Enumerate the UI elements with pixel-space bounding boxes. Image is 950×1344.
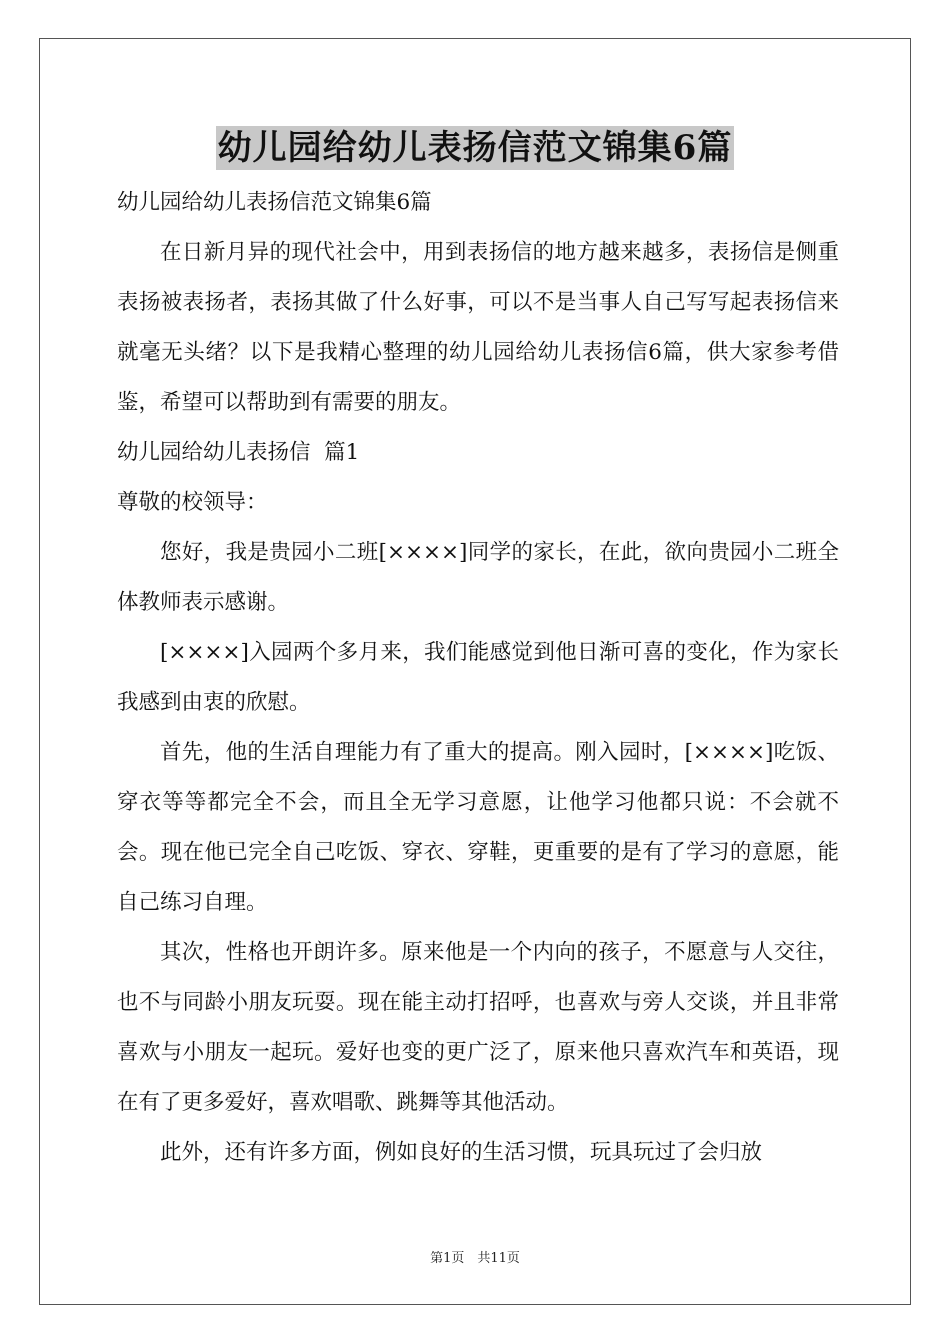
document-subtitle: 幼儿园给幼儿表扬信范文锦集6篇 — [117, 190, 432, 215]
document-title: 幼儿园给幼儿表扬信范文锦集6篇 — [217, 128, 733, 168]
page-number: 第1页 共11页 — [430, 1251, 520, 1266]
document-body — [117, 178, 839, 1178]
page-footer — [0, 1247, 950, 1266]
body-paragraph-3: 首先，他的生活自理能力有了重大的提高。刚入园时，[××××]吃饭、穿衣等等都完全不会，而且全无学习意愿，让他学习他都只说：不会就不会。现在他已完全自己吃饭、穿衣、穿鞋，更重要的是有了学习的意愿，能自己练习自理。 — [117, 740, 839, 915]
intro-paragraph: 在日新月异的现代社会中，用到表扬信的地方越来越多，表扬信是侧重表扬被表扬者，表扬其做了什么好事，可以不是当事人自己写写起表扬信来就毫无头绪？以下是我精心整理的幼儿园给幼儿表扬信6篇，供大家参考借鉴，希望可以帮助到有需要的朋友。 — [117, 240, 839, 415]
salutation: 尊敬的校领导： — [117, 490, 268, 515]
body-paragraph-4: 其次，性格也开朗许多。原来他是一个内向的孩子，不愿意与人交往，也不与同龄小朋友玩耍。现在能主动打招呼，也喜欢与旁人交谈，并且非常喜欢与小朋友一起玩。爱好也变的更广泛了，原来他只喜欢汽车和英语，现在有了更多爱好，喜欢唱歌、跳舞等其他活动。 — [117, 940, 839, 1115]
section-heading: 幼儿园给幼儿表扬信 篇1 — [117, 440, 360, 465]
title-container — [0, 126, 950, 170]
body-paragraph-2: [××××]入园两个多月来，我们能感觉到他日渐可喜的变化，作为家长我感到由衷的欣慰。 — [117, 640, 839, 715]
body-paragraph-1: 您好，我是贵园小二班[××××]同学的家长，在此，欲向贵园小二班全体教师表示感谢。 — [117, 540, 839, 615]
body-paragraph-5: 此外，还有许多方面，例如良好的生活习惯，玩具玩过了会归放 — [160, 1140, 763, 1165]
